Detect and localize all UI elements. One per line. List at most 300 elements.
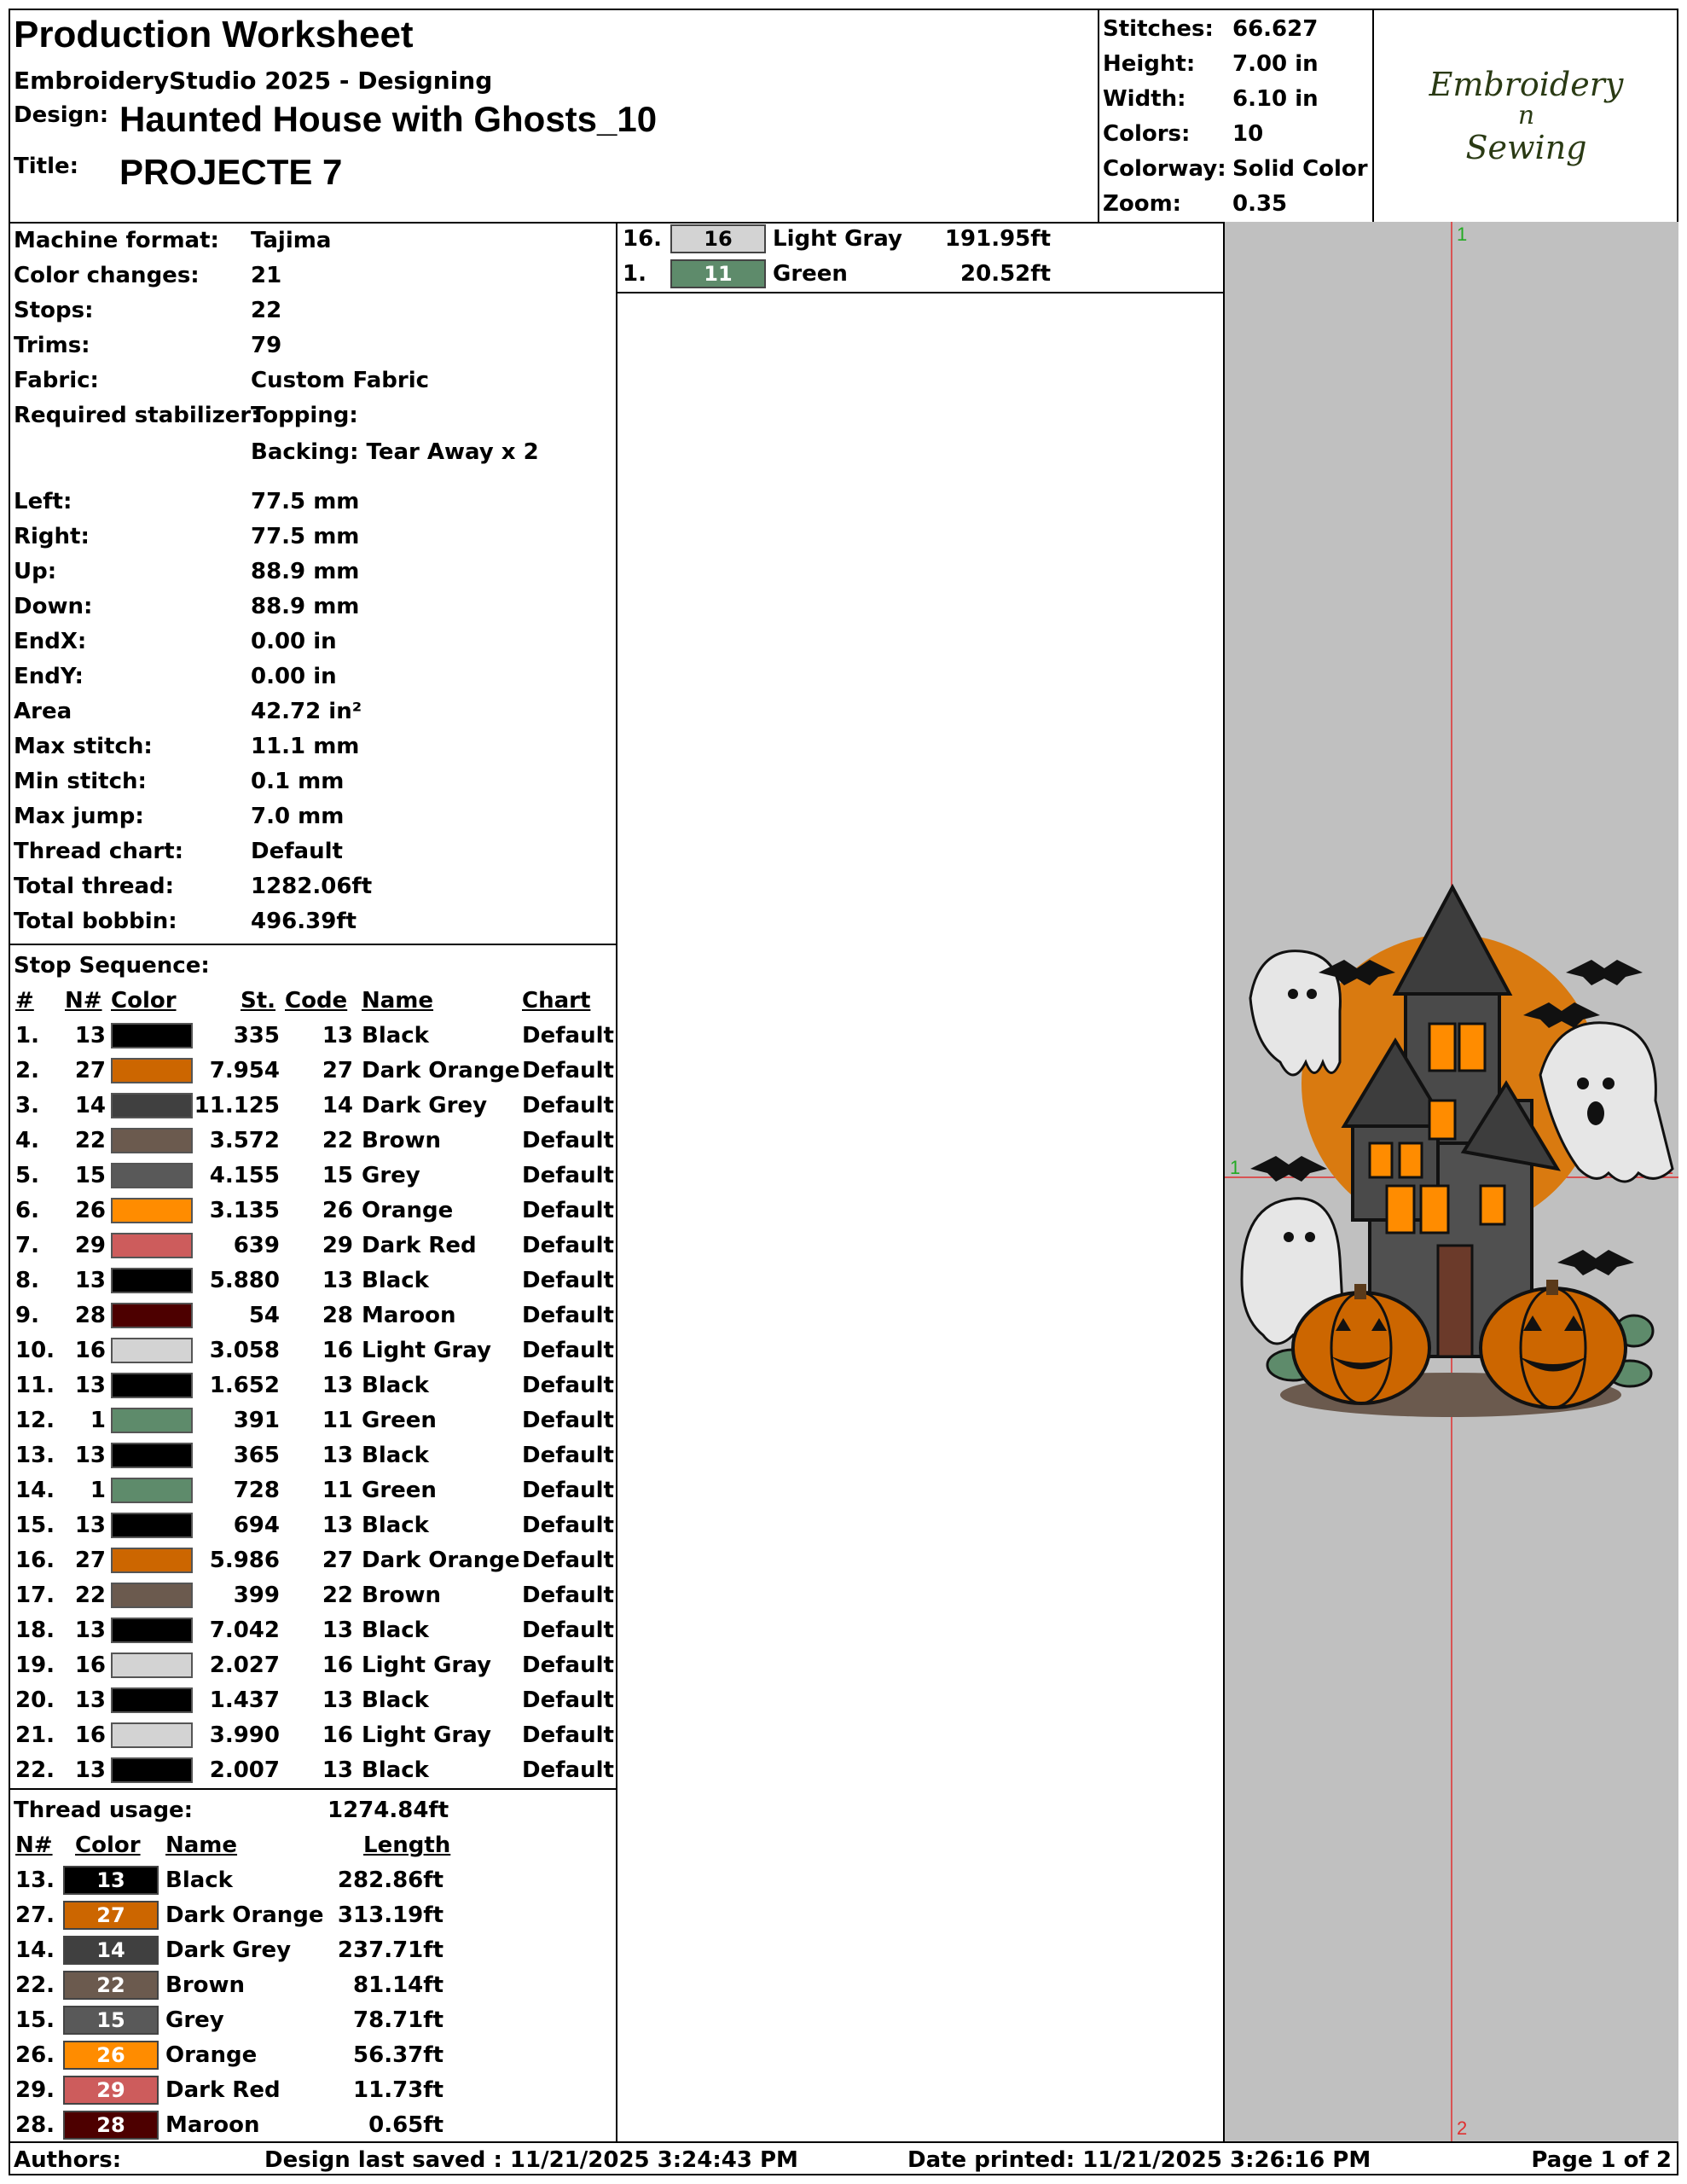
stitch-count: 5.986 xyxy=(209,1548,280,1573)
thread-code: 27 xyxy=(322,1058,353,1083)
thread-chart: Default xyxy=(522,1408,614,1433)
column-header: Name xyxy=(165,1833,238,1858)
thread-chart: Default xyxy=(522,1233,614,1258)
stop-row xyxy=(10,1089,616,1123)
stop-row xyxy=(10,1438,616,1472)
column-header: Code xyxy=(285,988,348,1014)
needle-number: 28. xyxy=(15,2112,55,2138)
thread-chart: Default xyxy=(522,1478,614,1503)
divider xyxy=(10,944,616,945)
thread-code: 16 xyxy=(322,1653,353,1678)
stop-number: 9. xyxy=(15,1303,39,1328)
info-value: 22 xyxy=(251,298,282,323)
thread-name: Black xyxy=(362,1757,429,1783)
needle-number: 1 xyxy=(90,1408,106,1433)
thread-name: Brown xyxy=(362,1128,442,1153)
stitch-count: 639 xyxy=(233,1233,280,1258)
thread-usage-row xyxy=(10,1968,616,2002)
thread-length: 191.95ft xyxy=(944,226,1051,252)
worksheet-footer xyxy=(10,2141,1677,2177)
info-value: 77.5 mm xyxy=(251,524,360,549)
thread-name: Black xyxy=(165,1867,233,1893)
thread-chart: Default xyxy=(522,1198,614,1223)
info-label: Trims: xyxy=(14,333,90,358)
stop-number: 12. xyxy=(15,1408,55,1433)
thread-code: 13 xyxy=(322,1268,353,1293)
thread-chart: Default xyxy=(522,1443,614,1468)
needle-number: 1 xyxy=(90,1478,106,1503)
color-swatch: 22 xyxy=(63,1971,159,2000)
thread-chart: Default xyxy=(522,1583,614,1608)
info-label: Color changes: xyxy=(14,263,200,288)
thread-code: 14 xyxy=(322,1093,353,1118)
thread-chart: Default xyxy=(522,1163,614,1188)
marker-left: 1 xyxy=(1230,1157,1241,1178)
authors-label: Authors: xyxy=(14,2147,122,2173)
thread-usage-row xyxy=(617,257,1223,291)
stop-row xyxy=(10,1473,616,1507)
stitch-count: 3.572 xyxy=(209,1128,280,1153)
needle-number: 13 xyxy=(74,1513,106,1538)
stop-number: 13. xyxy=(15,1443,55,1468)
info-label: Left: xyxy=(14,489,72,514)
info-value: 88.9 mm xyxy=(251,594,360,619)
needle-number: 13 xyxy=(74,1268,106,1293)
needle-number: 16 xyxy=(74,1653,106,1678)
thread-chart: Default xyxy=(522,1757,614,1783)
thread-name: Black xyxy=(362,1443,429,1468)
info-label: Total bobbin: xyxy=(14,909,177,934)
needle-number: 22 xyxy=(74,1128,106,1153)
stitch-count: 335 xyxy=(233,1023,280,1048)
stop-row xyxy=(10,1683,616,1717)
stop-number: 8. xyxy=(15,1268,39,1293)
color-swatch: 16 xyxy=(670,224,766,253)
color-swatch xyxy=(111,1478,193,1503)
thread-name: Maroon xyxy=(362,1303,456,1328)
stop-row xyxy=(10,1718,616,1752)
column-header: Color xyxy=(111,988,177,1014)
stop-number: 20. xyxy=(15,1687,55,1713)
info-label: Right: xyxy=(14,524,90,549)
needle-number: 15. xyxy=(15,2007,55,2033)
thread-name: Brown xyxy=(362,1583,442,1608)
stat-label: Stitches: xyxy=(1103,16,1214,42)
color-swatch: 11 xyxy=(670,259,766,288)
info-label: EndX: xyxy=(14,629,87,654)
thread-code: 26 xyxy=(322,1198,353,1223)
divider xyxy=(10,1788,616,1790)
color-swatch xyxy=(111,1303,193,1328)
color-swatch xyxy=(111,1058,193,1083)
info-value: 7.0 mm xyxy=(251,804,345,829)
thread-name: Light Gray xyxy=(773,226,902,252)
design-preview xyxy=(1223,222,1678,2141)
column-header: Chart xyxy=(522,988,591,1014)
stitch-count: 7.042 xyxy=(209,1618,280,1643)
color-swatch xyxy=(111,1268,193,1293)
color-swatch xyxy=(111,1653,193,1678)
needle-number: 13 xyxy=(74,1618,106,1643)
info-value: Backing: Tear Away x 2 xyxy=(251,439,539,465)
thread-length: 237.71ft xyxy=(337,1937,443,1963)
color-swatch xyxy=(111,1443,193,1468)
info-label: Total thread: xyxy=(14,874,175,899)
thread-usage-row xyxy=(10,1898,616,1932)
stop-number: 4. xyxy=(15,1128,39,1153)
thread-code: 11 xyxy=(322,1478,353,1503)
stop-row xyxy=(10,1508,616,1542)
thread-name: Green xyxy=(773,261,848,287)
stop-row xyxy=(10,1194,616,1228)
stat-value: 10 xyxy=(1232,121,1264,147)
thread-chart: Default xyxy=(522,1093,614,1118)
needle-number: 27 xyxy=(74,1058,106,1083)
details-column xyxy=(10,222,617,2141)
thread-code: 13 xyxy=(322,1513,353,1538)
info-value: 0.1 mm xyxy=(251,769,345,794)
stat-value: 66.627 xyxy=(1232,16,1319,42)
color-swatch xyxy=(111,1548,193,1573)
thread-chart: Default xyxy=(522,1687,614,1713)
stitch-count: 2.027 xyxy=(209,1653,280,1678)
color-swatch xyxy=(111,1513,193,1538)
column-header: # xyxy=(15,988,34,1014)
stop-row xyxy=(10,1298,616,1333)
stitch-count: 54 xyxy=(248,1303,280,1328)
needle-number: 13 xyxy=(74,1443,106,1468)
stop-row xyxy=(10,1403,616,1438)
title-label: Title: xyxy=(14,154,79,179)
color-swatch xyxy=(111,1233,193,1258)
stat-label: Width: xyxy=(1103,86,1186,112)
color-swatch xyxy=(111,1687,193,1713)
stop-row xyxy=(10,1578,616,1612)
haunted-house-artwork xyxy=(1242,887,1673,1417)
stop-sequence-title: Stop Sequence: xyxy=(14,953,210,979)
color-swatch xyxy=(111,1093,193,1118)
info-label: Min stitch: xyxy=(14,769,147,794)
info-label: Area xyxy=(14,699,72,724)
stitch-count: 5.880 xyxy=(209,1268,280,1293)
color-swatch: 13 xyxy=(63,1866,159,1895)
stop-number: 22. xyxy=(15,1757,55,1783)
stop-number: 6. xyxy=(15,1198,39,1223)
thread-name: Black xyxy=(362,1023,429,1048)
thread-name: Dark Orange xyxy=(165,1902,324,1928)
thread-code: 16 xyxy=(322,1338,353,1363)
info-value: 496.39ft xyxy=(251,909,357,934)
thread-name: Light Gray xyxy=(362,1653,491,1678)
stitch-count: 11.125 xyxy=(194,1093,280,1118)
stop-row xyxy=(10,1648,616,1682)
needle-number: 27. xyxy=(15,1902,55,1928)
stop-number: 10. xyxy=(15,1338,55,1363)
color-swatch xyxy=(111,1163,193,1188)
thread-code: 22 xyxy=(322,1128,353,1153)
thread-name: Black xyxy=(362,1687,429,1713)
stop-row xyxy=(10,1613,616,1647)
stitch-count: 3.135 xyxy=(209,1198,280,1223)
column-header: Name xyxy=(362,988,434,1014)
stitch-count: 728 xyxy=(233,1478,280,1503)
stop-number: 16. xyxy=(15,1548,55,1573)
thread-length: 11.73ft xyxy=(353,2077,443,2103)
stop-number: 18. xyxy=(15,1618,55,1643)
design-name: Haunted House with Ghosts_10 xyxy=(119,99,658,139)
marker-top: 1 xyxy=(1457,224,1468,245)
stitch-count: 4.155 xyxy=(209,1163,280,1188)
divider xyxy=(617,292,1223,293)
stop-row xyxy=(10,1333,616,1368)
thread-name: Brown xyxy=(165,1972,246,1998)
needle-number: 22. xyxy=(15,1972,55,1998)
worksheet-title: Production Worksheet xyxy=(14,14,414,55)
needle-number: 13 xyxy=(74,1373,106,1398)
stitch-count: 1.652 xyxy=(209,1373,280,1398)
stop-number: 3. xyxy=(15,1093,39,1118)
stat-label: Colors: xyxy=(1103,121,1191,147)
thread-chart: Default xyxy=(522,1303,614,1328)
info-label: Thread chart: xyxy=(14,839,184,864)
thread-name: Light Gray xyxy=(362,1722,491,1748)
needle-number: 13 xyxy=(74,1687,106,1713)
needle-number: 16 xyxy=(74,1722,106,1748)
info-value: 79 xyxy=(251,333,282,358)
stop-row xyxy=(10,1543,616,1577)
info-label: Max jump: xyxy=(14,804,144,829)
thread-name: Black xyxy=(362,1268,429,1293)
color-swatch xyxy=(111,1373,193,1398)
thread-usage-row xyxy=(10,1863,616,1897)
thread-code: 15 xyxy=(322,1163,353,1188)
thread-length: 81.14ft xyxy=(353,1972,443,1998)
color-swatch xyxy=(111,1618,193,1643)
thread-usage-row xyxy=(617,222,1223,256)
info-label: Down: xyxy=(14,594,93,619)
thread-usage-row xyxy=(10,2073,616,2107)
info-label: Up: xyxy=(14,559,57,584)
thread-code: 13 xyxy=(322,1023,353,1048)
thread-code: 29 xyxy=(322,1233,353,1258)
software-version: EmbroideryStudio 2025 - Designing xyxy=(14,67,493,95)
thread-chart: Default xyxy=(522,1548,614,1573)
needle-number: 26. xyxy=(15,2042,55,2068)
needle-number: 16. xyxy=(623,226,663,252)
logo-text-1: Embroidery xyxy=(1429,66,1624,103)
thread-name: Dark Orange xyxy=(362,1058,520,1083)
info-value: 42.72 in² xyxy=(251,699,362,724)
stitch-count: 399 xyxy=(233,1583,280,1608)
color-swatch xyxy=(111,1198,193,1223)
info-value: 0.00 in xyxy=(251,629,337,654)
stat-value: 0.35 xyxy=(1232,191,1288,217)
needle-number: 1. xyxy=(623,261,646,287)
header-info xyxy=(10,10,1098,222)
thread-name: Light Gray xyxy=(362,1338,491,1363)
info-label: Stops: xyxy=(14,298,94,323)
thread-chart: Default xyxy=(522,1653,614,1678)
color-swatch xyxy=(111,1722,193,1748)
thread-usage-row xyxy=(10,1933,616,1967)
color-swatch xyxy=(111,1128,193,1153)
info-label: EndY: xyxy=(14,664,84,689)
info-value: 0.00 in xyxy=(251,664,337,689)
thread-usage-title: Thread usage: xyxy=(14,1798,194,1823)
thread-length: 313.19ft xyxy=(337,1902,443,1928)
thread-usage-row xyxy=(10,2108,616,2142)
info-value: Topping: xyxy=(251,403,358,428)
brand-logo xyxy=(1372,10,1678,222)
stop-number: 5. xyxy=(15,1163,39,1188)
stitch-count: 3.058 xyxy=(209,1338,280,1363)
thread-name: Black xyxy=(362,1513,429,1538)
stitch-count: 7.954 xyxy=(209,1058,280,1083)
needle-number: 14 xyxy=(74,1093,106,1118)
info-label: Machine format: xyxy=(14,228,219,253)
thread-chart: Default xyxy=(522,1268,614,1293)
needle-number: 15 xyxy=(74,1163,106,1188)
stop-number: 19. xyxy=(15,1653,55,1678)
info-value: Custom Fabric xyxy=(251,368,430,393)
thread-name: Dark Red xyxy=(362,1233,477,1258)
info-label: Fabric: xyxy=(14,368,99,393)
thread-usage-row xyxy=(10,2003,616,2037)
thread-chart: Default xyxy=(522,1128,614,1153)
color-swatch: 15 xyxy=(63,2006,159,2035)
stop-row xyxy=(10,1019,616,1053)
page-number: Page 1 of 2 xyxy=(1531,2147,1672,2173)
stop-row xyxy=(10,1124,616,1158)
color-swatch: 26 xyxy=(63,2041,159,2070)
stitch-count: 694 xyxy=(233,1513,280,1538)
stitch-count: 3.990 xyxy=(209,1722,280,1748)
design-stats xyxy=(1098,10,1374,222)
project-title: PROJECTE 7 xyxy=(119,152,343,192)
needle-number: 22 xyxy=(74,1583,106,1608)
marker-bottom: 2 xyxy=(1457,2117,1468,2139)
needle-number: 26 xyxy=(74,1198,106,1223)
column-header: N# xyxy=(15,1833,53,1858)
production-worksheet xyxy=(9,9,1678,2175)
needle-number: 28 xyxy=(74,1303,106,1328)
stitch-count: 2.007 xyxy=(209,1757,280,1783)
thread-name: Grey xyxy=(165,2007,224,2033)
stop-row xyxy=(10,1228,616,1263)
stop-row xyxy=(10,1159,616,1193)
color-swatch: 14 xyxy=(63,1936,159,1965)
stop-number: 14. xyxy=(15,1478,55,1503)
color-swatch xyxy=(111,1408,193,1433)
color-swatch: 28 xyxy=(63,2111,159,2140)
info-label: Required stabilizer: xyxy=(14,403,260,428)
info-value: 1282.06ft xyxy=(251,874,373,899)
thread-name: Black xyxy=(362,1373,429,1398)
thread-name: Grey xyxy=(362,1163,420,1188)
thread-name: Orange xyxy=(362,1198,454,1223)
stat-label: Zoom: xyxy=(1103,191,1182,217)
stop-number: 2. xyxy=(15,1058,39,1083)
date-printed: Date printed: 11/21/2025 3:26:16 PM xyxy=(907,2147,1371,2173)
thread-name: Dark Grey xyxy=(362,1093,488,1118)
logo-text-3: Sewing xyxy=(1465,129,1587,166)
thread-chart: Default xyxy=(522,1338,614,1363)
thread-code: 13 xyxy=(322,1373,353,1398)
stat-label: Height: xyxy=(1103,51,1196,77)
stop-row xyxy=(10,1054,616,1088)
logo-text-2: n xyxy=(1517,101,1535,131)
color-swatch xyxy=(111,1583,193,1608)
stop-row xyxy=(10,1368,616,1403)
worksheet-header xyxy=(10,10,1677,224)
thread-name: Dark Orange xyxy=(362,1548,520,1573)
thread-length: 0.65ft xyxy=(368,2112,443,2138)
last-saved: Design last saved : 11/21/2025 3:24:43 PM xyxy=(264,2147,798,2173)
stat-value: 6.10 in xyxy=(1232,86,1319,112)
stat-value: 7.00 in xyxy=(1232,51,1319,77)
design-label: Design: xyxy=(14,102,109,128)
stitch-count: 365 xyxy=(233,1443,280,1468)
needle-number: 13. xyxy=(15,1867,55,1893)
thread-code: 28 xyxy=(322,1303,353,1328)
info-value: 21 xyxy=(251,263,282,288)
stop-number: 1. xyxy=(15,1023,39,1048)
thread-chart: Default xyxy=(522,1373,614,1398)
info-label: Max stitch: xyxy=(14,734,153,759)
color-swatch: 29 xyxy=(63,2076,159,2105)
thread-name: Dark Grey xyxy=(165,1937,292,1963)
thread-name: Green xyxy=(362,1408,437,1433)
needle-number: 29. xyxy=(15,2077,55,2103)
color-swatch xyxy=(111,1023,193,1048)
stop-number: 17. xyxy=(15,1583,55,1608)
column-header: Color xyxy=(75,1833,141,1858)
thread-usage-total: 1274.84ft xyxy=(328,1798,449,1823)
stop-number: 7. xyxy=(15,1233,39,1258)
color-swatch xyxy=(111,1757,193,1783)
needle-number: 16 xyxy=(74,1338,106,1363)
thread-length: 78.71ft xyxy=(353,2007,443,2033)
thread-code: 22 xyxy=(322,1583,353,1608)
thread-chart: Default xyxy=(522,1058,614,1083)
thread-chart: Default xyxy=(522,1513,614,1538)
thread-usage-row xyxy=(10,2038,616,2072)
color-swatch xyxy=(111,1338,193,1363)
needle-number: 13 xyxy=(74,1023,106,1048)
thread-chart: Default xyxy=(522,1618,614,1643)
thread-length: 56.37ft xyxy=(353,2042,443,2068)
thread-code: 16 xyxy=(322,1722,353,1748)
info-value: 77.5 mm xyxy=(251,489,360,514)
stat-value: Solid Color xyxy=(1232,156,1368,182)
thread-name: Orange xyxy=(165,2042,258,2068)
thread-name: Dark Red xyxy=(165,2077,281,2103)
stop-row xyxy=(10,1263,616,1298)
thread-code: 13 xyxy=(322,1443,353,1468)
thread-code: 27 xyxy=(322,1548,353,1573)
stop-number: 15. xyxy=(15,1513,55,1538)
needle-number: 29 xyxy=(74,1233,106,1258)
thread-length: 282.86ft xyxy=(337,1867,443,1893)
design-preview-canvas xyxy=(1225,222,1678,2141)
stop-number: 21. xyxy=(15,1722,55,1748)
thread-code: 13 xyxy=(322,1757,353,1783)
info-value: Tajima xyxy=(251,228,332,253)
thread-name: Maroon xyxy=(165,2112,260,2138)
thread-code: 11 xyxy=(322,1408,353,1433)
thread-code: 13 xyxy=(322,1618,353,1643)
stat-label: Colorway: xyxy=(1103,156,1226,182)
